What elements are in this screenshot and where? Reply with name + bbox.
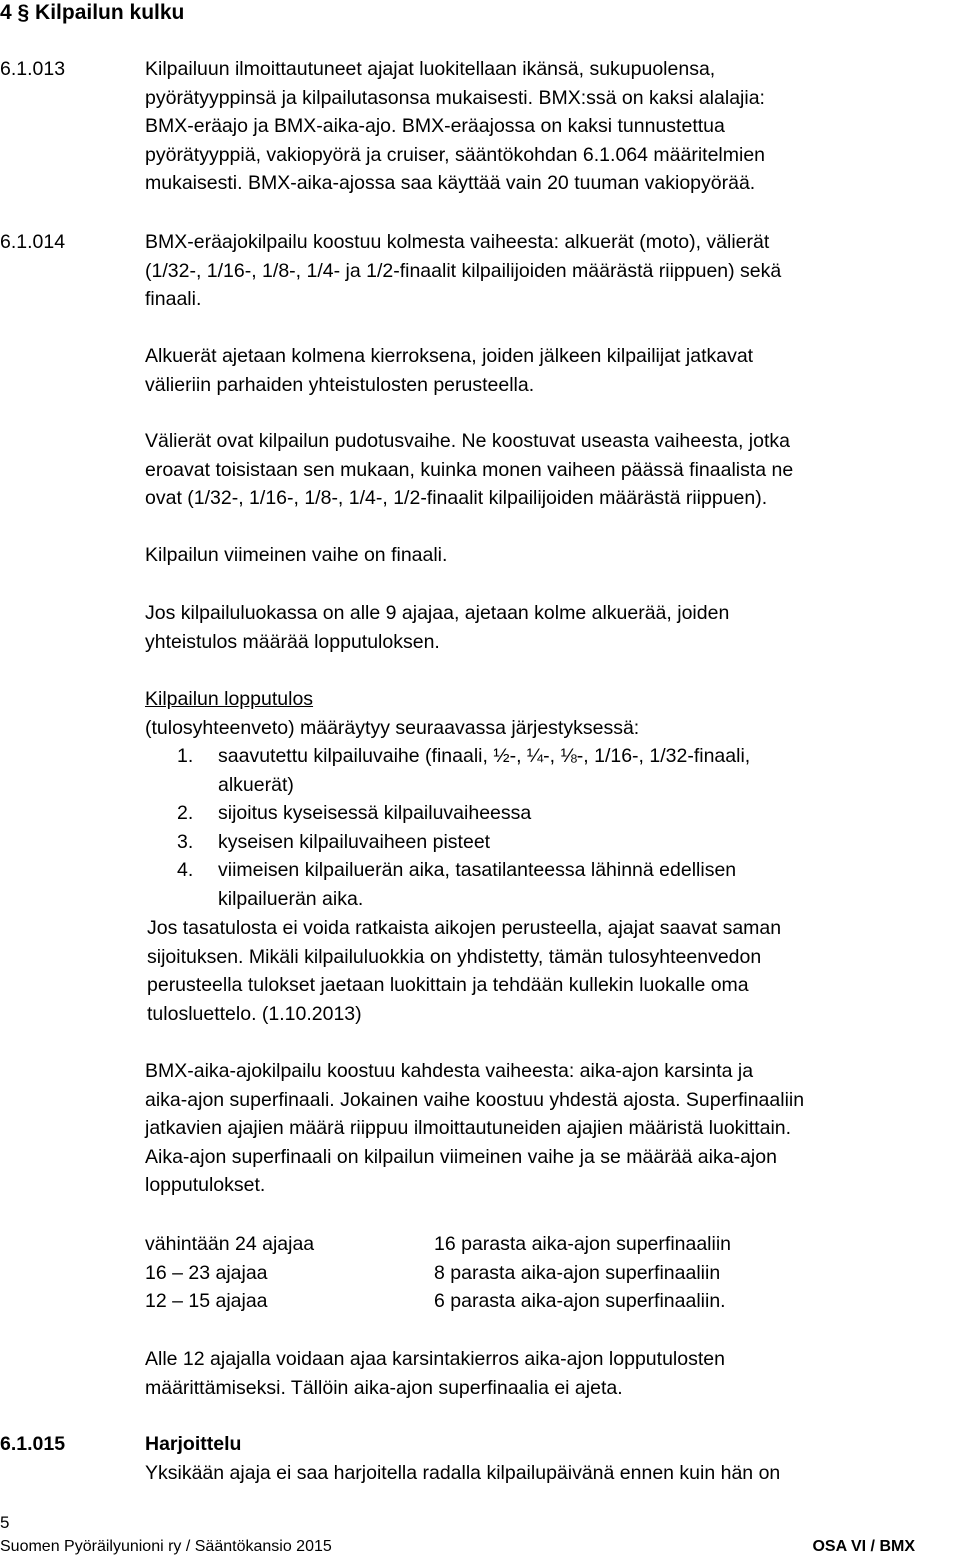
- footer-part-label: OSA VI / BMX: [812, 1538, 915, 1555]
- section-6-1-014-paragraph-8: [145, 1345, 725, 1402]
- text-line: Välierät ovat kilpailun pudotusvaihe. Ne koostuvat useasta vaiheesta, jotka: [145, 430, 790, 452]
- section-6-1-015-text: [145, 1430, 780, 1487]
- text-line: (1/32-, 1/16-, 1/8-, 1/4- ja 1/2-finaalit kilpailijoiden määrästä riippuen) sekä: [145, 259, 782, 282]
- section-6-1-014-paragraph-3: [145, 427, 793, 513]
- text-line: finaali.: [145, 288, 202, 311]
- list-item: [145, 799, 750, 828]
- text-line: määrittämiseksi. Tällöin aika-ajon superfinaalia ei ajeta.: [145, 1376, 623, 1399]
- text-line: BMX-aika-ajokilpailu koostuu kahdesta vaiheesta: aika-ajon karsinta ja: [145, 1060, 754, 1082]
- list-marker: 1.: [177, 745, 194, 767]
- list-item: [145, 828, 750, 857]
- result-order-list: [145, 742, 750, 914]
- table-cell-riders: 16 – 23 ajajaa: [145, 1261, 268, 1284]
- list-item-text: kyseisen kilpailuvaiheen pisteet: [218, 830, 491, 853]
- text-line: Jos kilpailuluokassa on alle 9 ajajaa, ajetaan kolme alkuerää, joiden: [145, 602, 730, 624]
- text-line: BMX-eräajokilpailu koostuu kolmesta vaiheesta: alkuerät (moto), välierät: [145, 231, 770, 253]
- section-6-1-014-paragraph-2: [145, 342, 753, 399]
- text-line: mukaisesti. BMX-aika-ajossa saa käyttää vain 20 tuuman vakiopyörää.: [145, 172, 756, 195]
- list-item-text: saavutettu kilpailuvaihe (finaali, ½-, ¼-, ⅛-, 1/16-, 1/32-finaali,: [218, 745, 751, 767]
- list-item-text: kilpailuerän aika.: [218, 887, 364, 910]
- table-cell-riders: 12 – 15 ajajaa: [145, 1290, 268, 1313]
- chapter-heading: 4 § Kilpailun kulku: [0, 1, 185, 24]
- result-section: [145, 685, 639, 742]
- footer-publisher: Suomen Pyöräilyunioni ry / Sääntökansio 2015: [0, 1538, 332, 1555]
- section-number-6-1-015: 6.1.015: [0, 1433, 66, 1455]
- section-6-1-014-paragraph-4: [145, 541, 447, 570]
- section-number-6-1-014: 6.1.014: [0, 231, 66, 253]
- section-number-6-1-013: 6.1.013: [0, 58, 66, 80]
- text-line: välieriin parhaiden yhteistulosten perusteella.: [145, 373, 535, 396]
- text-line: tulosluettelo. (1.10.2013): [147, 1002, 362, 1025]
- text-line: pyörätyyppiä, vakiopyörä ja cruiser, sääntökohdan 6.1.064 määritelmien: [145, 143, 766, 166]
- section-6-1-013-text: [145, 55, 765, 198]
- list-marker: 4.: [177, 859, 194, 882]
- section-title: Harjoittelu: [145, 1433, 242, 1455]
- text-line: Alle 12 ajajalla voidaan ajaa karsintakierros aika-ajon lopputulosten: [145, 1348, 725, 1370]
- section-6-1-014-paragraph-6: [147, 914, 781, 1028]
- text-line: Kilpailun viimeinen vaihe on finaali.: [145, 544, 448, 566]
- text-line: lopputulokset.: [145, 1174, 266, 1197]
- section-6-1-014-paragraph-7: [145, 1057, 804, 1200]
- text-line: BMX-eräajo ja BMX-aika-ajo. BMX-eräajossa on kaksi tunnustettua: [145, 115, 725, 138]
- list-marker: 3.: [177, 830, 194, 853]
- list-item: [145, 856, 750, 913]
- text-line: perusteella tulokset jaetaan luokittain ja tehdään kullekin luokalle oma: [147, 974, 749, 997]
- text-line: Yksikään ajaja ei saa harjoitella radalla kilpailupäivänä ennen kuin hän on: [145, 1461, 781, 1484]
- list-item-text: alkuerät): [218, 773, 294, 796]
- table-cell-riders: vähintään 24 ajajaa: [145, 1233, 315, 1255]
- text-line: Aika-ajon superfinaali on kilpailun viimeinen vaihe ja se määrää aika-ajon: [145, 1145, 777, 1168]
- section-6-1-014-paragraph-5: [145, 599, 729, 656]
- list-item-text: sijoitus kyseisessä kilpailuvaiheessa: [218, 802, 532, 825]
- text-line: yhteistulos määrää lopputuloksen.: [145, 630, 440, 653]
- list-item-text: viimeisen kilpailuerän aika, tasatilanteessa lähinnä edellisen: [218, 859, 737, 882]
- text-line: Alkuerät ajetaan kolmena kierroksena, joiden jälkeen kilpailijat jatkavat: [145, 345, 754, 367]
- page-number: 5: [0, 1513, 10, 1532]
- text-line: jatkavien ajajien määrä riippuu ilmoittautuneiden ajajien määristä luokittain.: [145, 1117, 792, 1140]
- text-line: aika-ajon superfinaali. Jokainen vaihe koostuu yhdestä ajosta. Superfinaaliin: [145, 1088, 805, 1111]
- text-line: ovat (1/32-, 1/16-, 1/8-, 1/4-, 1/2-finaalit kilpailijoiden määrästä riippuen).: [145, 487, 768, 510]
- text-line: Jos tasatulosta ei voida ratkaista aikojen perusteella, ajajat saavat saman: [147, 917, 782, 939]
- list-marker: 2.: [177, 802, 194, 825]
- list-item: [145, 742, 750, 799]
- section-6-1-014-paragraph-1: [145, 228, 781, 314]
- table-cell-qualifiers: 6 parasta aika-ajon superfinaaliin.: [434, 1290, 726, 1313]
- table-cell-qualifiers: 16 parasta aika-ajon superfinaaliin: [434, 1233, 732, 1255]
- text-line: eroavat toisistaan sen mukaan, kuinka monen vaiheen päässä finaalista ne: [145, 458, 794, 481]
- text-line: Kilpailuun ilmoittautuneet ajajat luokitellaan ikänsä, sukupuolensa,: [145, 58, 716, 80]
- result-intro: (tulosyhteenveto) määräytyy seuraavassa järjestyksessä:: [145, 716, 640, 739]
- text-line: pyörätyyppinsä ja kilpailutasonsa mukaisesti. BMX:ssä on kaksi alalajia:: [145, 86, 765, 109]
- table-cell-qualifiers: 8 parasta aika-ajon superfinaaliin: [434, 1261, 721, 1284]
- result-title: Kilpailun lopputulos: [145, 688, 314, 710]
- text-line: sijoituksen. Mikäli kilpailuluokkia on yhdistetty, tämän tulosyhteenvedon: [147, 945, 762, 968]
